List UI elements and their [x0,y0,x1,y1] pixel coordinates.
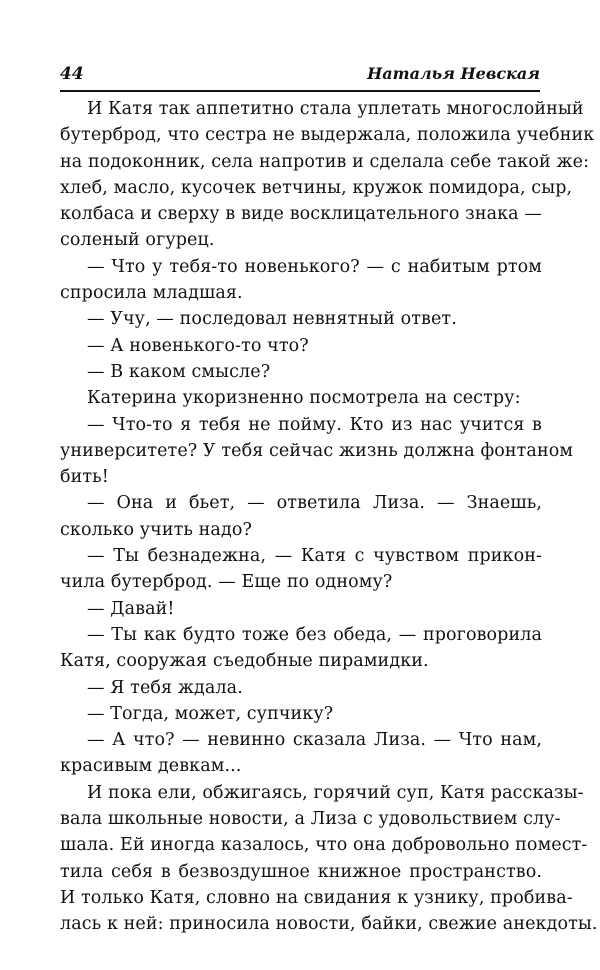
text-line: — Она и бьет, — ответила Лиза. — Знаешь, [87,493,542,514]
text-line: И Катя так аппетитно стала уплетать многослойный [87,99,584,119]
text-line: — А новенького-то что? [87,335,309,356]
text-line: бутерброд, что сестра не выдержала, положила учебник [60,125,595,146]
text-line: шала. Ей иногда казалось, что она добровольно помест- [60,835,588,856]
text-line: И пока ели, обжигаясь, горячий суп, Катя рассказы- [87,782,584,803]
text-line: — Учу, — последовал невнятный ответ. [87,309,457,330]
text-line: спросила младшая. [60,283,243,304]
page-header [60,64,540,92]
text-line: — Что у тебя-то новенького? — с набитым ртом [87,256,542,277]
text-line: — Давай! [87,598,175,619]
text-line: Катерина укоризненно посмотрела на сестру: [87,388,521,409]
text-line: хлеб, масло, кусочек ветчины, кружок помидора, сыр, [60,177,573,198]
text-line: Катя, сооружая съедобные пирамидки. [60,651,429,672]
text-line: — Тогда, может, супчику? [87,703,334,724]
text-line: тила себя в безвоздушное книжное пространство. [60,861,542,882]
text-line: — Я тебя ждала. [87,677,243,698]
running-head-author: Наталья Невская [367,64,540,83]
text-line: на подоконник, села напротив и сделала себе такой же: [60,151,590,172]
text-line: красивым девкам... [60,756,242,777]
text-line: — А что? — невинно сказала Лиза. — Что нам, [87,730,542,751]
text-line: бить! [60,467,109,488]
text-line: сколько учить надо? [60,519,252,540]
text-line: — Что-то я тебя не пойму. Кто из нас учится в [87,414,542,435]
text-line: И только Катя, словно на свидания к узнику, пробива- [60,887,573,908]
text-line: соленый огурец. [60,230,215,251]
text-line: университете? У тебя сейчас жизнь должна фонтаном [60,440,574,461]
text-line: — Ты безнадежна, — Катя с чувством прикон- [87,546,542,567]
text-line: — Ты как будто тоже без обеда, — проговорила [87,624,542,645]
text-line: колбаса и сверху в виде восклицательного знака — [60,204,542,225]
text-line: чила бутерброд. — Еще по одному? [60,572,393,593]
page-number: 44 [60,64,84,84]
body-text [60,96,598,938]
text-line: вала школьные новости, а Лиза с удовольствием слу- [60,809,561,830]
text-line: лась к ней: приносила новости, байки, свежие анекдоты. [60,914,598,935]
text-line: — В каком смысле? [87,361,271,382]
